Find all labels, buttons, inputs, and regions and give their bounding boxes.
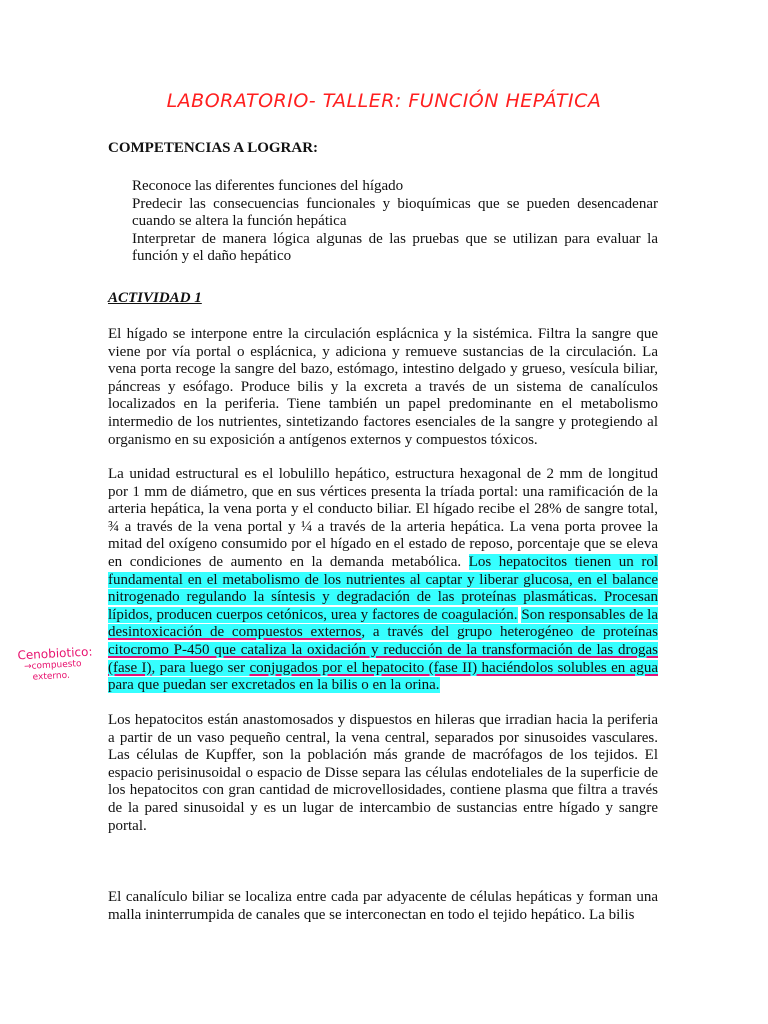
paragraph-2-text: La unidad estructural es el lobulillo hepático, estructura hexagonal de 2 mm de longitud por 1 mm de diámetro, que en sus vértices presenta la tríada portal: una ramificación de la arteria hepática, la vena porta y el conducto biliar. El hígado recibe el 28% de sangre total, ¾ a través de la vena portal y ¼ a través de la arteria hepática. La vena porta provee la mitad del oxígeno consumido por el hígado en el estado de reposo, porcentaje que se eleva en condiciones de aumento en la demanda metabólica. [108,466,658,570]
paragraph-1: El hígado se interpone entre la circulación esplácnica y la sistémica. Filtra la sangre que viene por vía portal o esplácnica, y adiciona y remueve sustancias de la circulación. La vena porta recoge la sangre del bazo, estómago, intestino delgado y grueso, vesícula biliar, páncreas y esófago. Produce bilis y la excreta a través de un sistema de canalículos localizados en la periferia. Tiene también un papel predominante en el metabolismo intermedio de los nutrientes, sintetizando factores esenciales de la sangre y protegiendo al organismo en su exposición a antígenos externos y compuestos tóxicos. [108,326,658,448]
highlighted-text: Los hepatocitos tienen un rol fundamental en el metabolismo de los nutrientes al captar y liberar glucosa, en el balance nitrogenado regulando la síntesis y degradación de las proteínas plasmáticas. Procesan lípidos, producen cuerpos cetónicos, urea y factores de coagulación. [108,553,658,623]
highlight-segment: , para luego ser [151,659,250,676]
underlined-text: conjugados por el hepatocito (fase II) haciéndolos solubles en agua [249,659,658,676]
underlined-text: desintoxicación de compuestos externos [108,624,362,641]
handwritten-margin-note [17,644,111,685]
competencia-item: Interpretar de manera lógica algunas de las pruebas que se utilizan para evaluar la función y el daño hepático [132,230,658,264]
paragraph-4: El canalículo biliar se localiza entre cada par adyacente de células hepáticas y forman una malla ininterrumpida de canales que se interconectan en todo el tejido hepático. La bilis [108,889,658,923]
competencia-item: Reconoce las diferentes funciones del hígado [132,178,404,194]
competencia-item: Predecir las consecuencias funcionales y bioquímicas que se pueden desencadenar cuando se altera la función hepática [132,195,658,229]
highlight-segment: Son responsables de la [521,606,658,623]
note-line: Cenobiotico: [17,644,93,663]
actividad-heading: ACTIVIDAD 1 [108,290,202,306]
document-title: LABORATORIO- TALLER: FUNCIÓN HEPÁTICA [166,90,602,112]
highlight-segment: para que puedan ser excretados en la bilis o en la orina. [108,677,440,694]
paragraph-3: Los hepatocitos están anastomosados y dispuestos en hileras que irradian hacia la periferia a partir de un vaso pequeño central, la vena central, separados por sinusoides vasculares. Las células de Kupffer, son la población más grande de macrófagos de los tejidos. El espacio perisinusoidal o espacio de Disse separa las células endoteliales de la superficie de los hepatocitos con gran cantidad de microvellosidades, contiene plasma que filtra a través de la pared sinusoidal y es un lugar de intercambio de sustancias entre hígado y sangre portal. [108,712,658,834]
highlight-segment: , a través del grupo heterogéneo de proteínas [361,624,659,641]
paragraph-2 [108,466,658,695]
competencias-list [132,178,658,266]
underlined-text: citocromo P-450 que cataliza la oxidación y reducción de la transformación de las drogas (fase I) [108,641,658,676]
competencias-heading: COMPETENCIAS A LOGRAR: [108,140,319,156]
note-line: externo. [32,670,71,683]
note-line: →compuesto [23,659,82,673]
